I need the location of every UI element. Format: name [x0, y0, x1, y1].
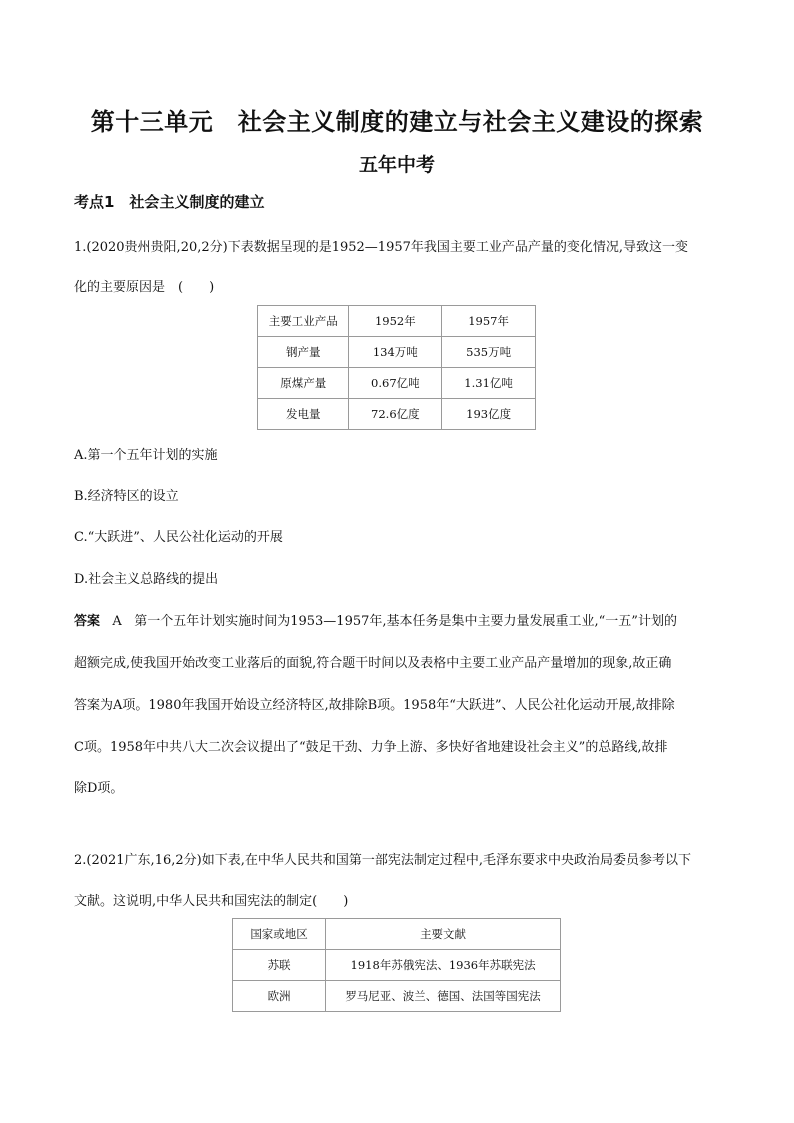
page-subtitle: 五年中考	[358, 154, 435, 176]
table-cell: 134万吨	[349, 337, 442, 368]
table-header-cell: 1957年	[442, 306, 536, 337]
answer-text: 第一个五年计划实施时间为1953—1957年,基本任务是集中主要力量发展重工业,“一五”计划的	[134, 614, 677, 629]
answer-letter: A	[112, 614, 122, 629]
table-cell: 535万吨	[442, 337, 536, 368]
q1-option-d: D.社会主义总路线的提出	[74, 572, 219, 587]
table-header-cell: 主要文献	[326, 919, 561, 950]
q2-table	[232, 918, 561, 1012]
table-row	[233, 950, 561, 981]
table-row	[258, 368, 536, 399]
q1-table	[257, 305, 536, 430]
table-cell: 苏联	[233, 950, 326, 981]
table-row	[258, 399, 536, 430]
q1-answer-line1	[74, 610, 677, 629]
table-cell: 欧洲	[233, 981, 326, 1012]
table-cell: 1.31亿吨	[442, 368, 536, 399]
q1-answer-line2: 超额完成,使我国开始改变工业落后的面貌,符合题干时间以及表格中主要工业产品产量增加的现象,故正确	[74, 656, 672, 671]
table-header-cell: 国家或地区	[233, 919, 326, 950]
q1-stem-line2: 化的主要原因是 ( )	[74, 280, 215, 295]
q2-stem-line2: 文献。这说明,中华人民共和国宪法的制定( )	[74, 894, 349, 909]
section-heading: 考点1 社会主义制度的建立	[74, 193, 265, 211]
q1-option-a: A.第一个五年计划的实施	[74, 448, 218, 463]
q2-stem-line1: 2.(2021广东,16,2分)如下表,在中华人民共和国第一部宪法制定过程中,毛泽东要求中央政治局委员参考以下	[74, 853, 691, 868]
table-row	[233, 981, 561, 1012]
table-cell: 原煤产量	[258, 368, 349, 399]
table-cell: 0.67亿吨	[349, 368, 442, 399]
table-header-row	[258, 306, 536, 337]
q1-option-b: B.经济特区的设立	[74, 489, 179, 504]
q1-answer-line4: C项。1958年中共八大二次会议提出了“鼓足干劲、力争上游、多快好省地建设社会主义”的总路线,故排	[74, 740, 668, 755]
table-cell: 72.6亿度	[349, 399, 442, 430]
table-cell: 钢产量	[258, 337, 349, 368]
table-header-cell: 主要工业产品	[258, 306, 349, 337]
table-row	[258, 337, 536, 368]
table-cell: 1918年苏俄宪法、1936年苏联宪法	[326, 950, 561, 981]
table-cell: 罗马尼亚、波兰、德国、法国等国宪法	[326, 981, 561, 1012]
table-header-row	[233, 919, 561, 950]
page-title: 第十三单元 社会主义制度的建立与社会主义建设的探索	[90, 108, 704, 136]
answer-label: 答案	[74, 614, 101, 629]
table-header-cell: 1952年	[349, 306, 442, 337]
table-cell: 193亿度	[442, 399, 536, 430]
q1-option-c: C.“大跃进”、人民公社化运动的开展	[74, 530, 283, 545]
q1-stem-line1: 1.(2020贵州贵阳,20,2分)下表数据呈现的是1952—1957年我国主要工业产品产量的变化情况,导致这一变	[74, 240, 689, 255]
table-cell: 发电量	[258, 399, 349, 430]
q1-answer-line3: 答案为A项。1980年我国开始设立经济特区,故排除B项。1958年“大跃进”、人民公社化运动开展,故排除	[74, 698, 675, 713]
q1-answer-line5: 除D项。	[74, 781, 124, 796]
